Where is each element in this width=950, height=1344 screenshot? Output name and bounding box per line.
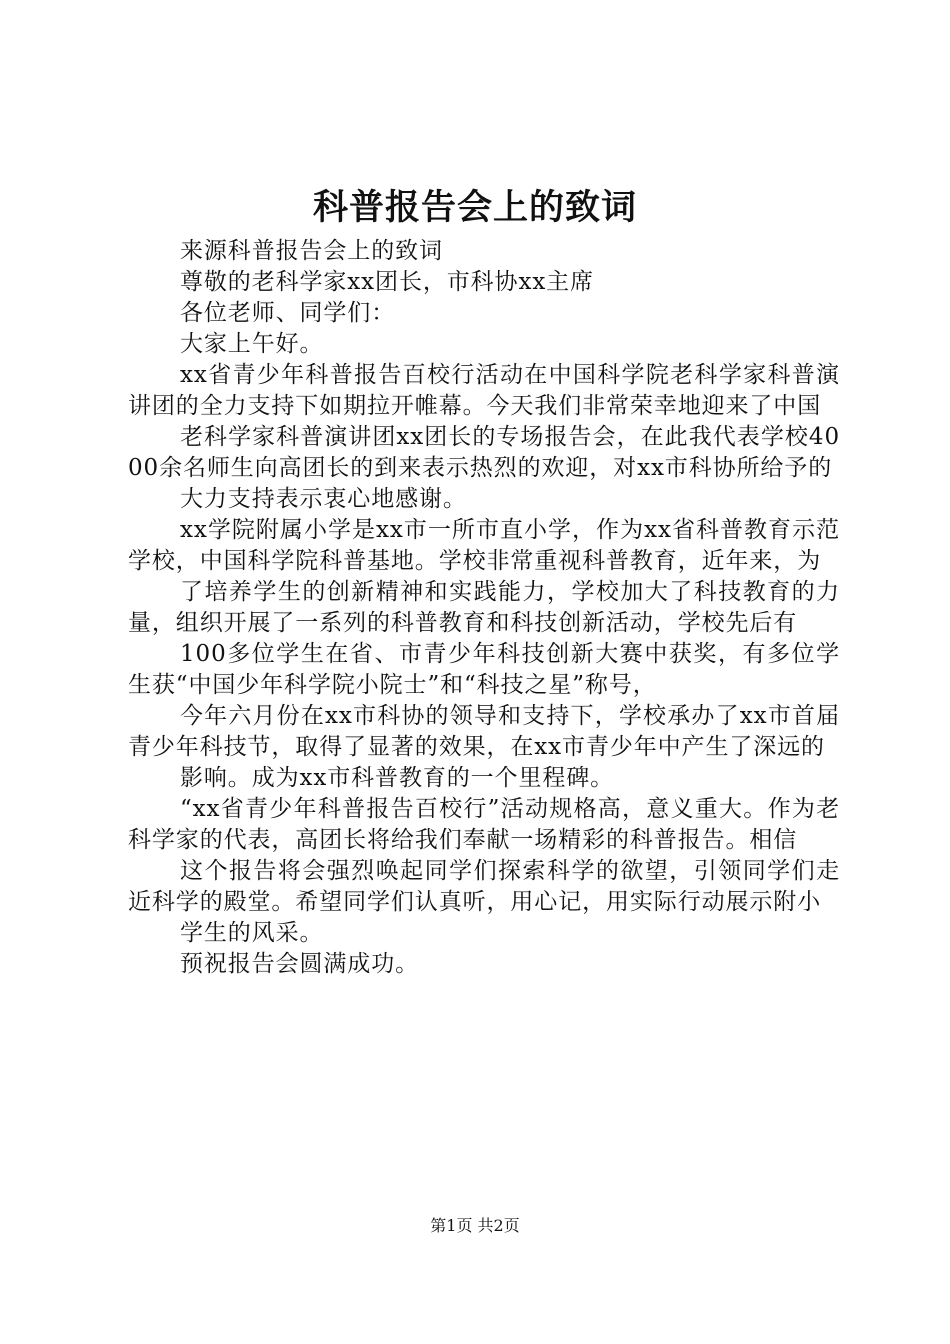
page-number-footer: 第1页 共2页 bbox=[430, 1216, 520, 1235]
paragraph: 影响。成为xx市科普教育的一个里程碑。 bbox=[180, 765, 615, 791]
paragraph: “xx省青少年科普报告百校行”活动规格高，意义重大。作为老科学家的代表，高团长将给我们奉献一场精彩的科普报告。相信 bbox=[128, 796, 840, 853]
paragraph: 今年六月份在xx市科协的领导和支持下，学校承办了xx市首届青少年科技节，取得了显著的效果，在xx市青少年中产生了深远的 bbox=[128, 703, 840, 760]
document-body bbox=[128, 236, 840, 980]
paragraph: 学生的风采。 bbox=[180, 920, 324, 946]
paragraph: 这个报告将会强烈唤起同学们探索科学的欲望，引领同学们走近科学的殿堂。希望同学们认真听，用心记，用实际行动展示附小 bbox=[128, 858, 840, 915]
paragraph: 尊敬的老科学家xx团长，市科协xx主席 bbox=[180, 269, 594, 295]
paragraph: 大力支持表示衷心地感谢。 bbox=[180, 486, 467, 512]
paragraph: 各位老师、同学们： bbox=[180, 300, 396, 326]
paragraph: 来源科普报告会上的致词 bbox=[180, 238, 443, 264]
paragraph: 大家上午好。 bbox=[180, 331, 324, 357]
paragraph: xx省青少年科普报告百校行活动在中国科学院老科学家科普演讲团的全力支持下如期拉开帷幕。今天我们非常荣幸地迎来了中国 bbox=[128, 362, 840, 419]
paragraph: 了培养学生的创新精神和实践能力，学校加大了科技教育的力量，组织开展了一系列的科普教育和科技创新活动，学校先后有 bbox=[128, 579, 840, 636]
paragraph: 预祝报告会圆满成功。 bbox=[180, 951, 419, 977]
page-title: 科普报告会上的致词 bbox=[312, 187, 637, 228]
paragraph: 老科学家科普演讲团xx团长的专场报告会，在此我代表学校4000余名师生向高团长的到来表示热烈的欢迎，对xx市科协所给予的 bbox=[128, 424, 840, 481]
paragraph: xx学院附属小学是xx市一所市直小学，作为xx省科普教育示范学校，中国科学院科普基地。学校非常重视科普教育，近年来，为 bbox=[128, 517, 840, 574]
paragraph: 100多位学生在省、市青少年科技创新大赛中获奖，有多位学生获“中国少年科学院小院士”和“科技之星”称号， bbox=[128, 641, 840, 698]
